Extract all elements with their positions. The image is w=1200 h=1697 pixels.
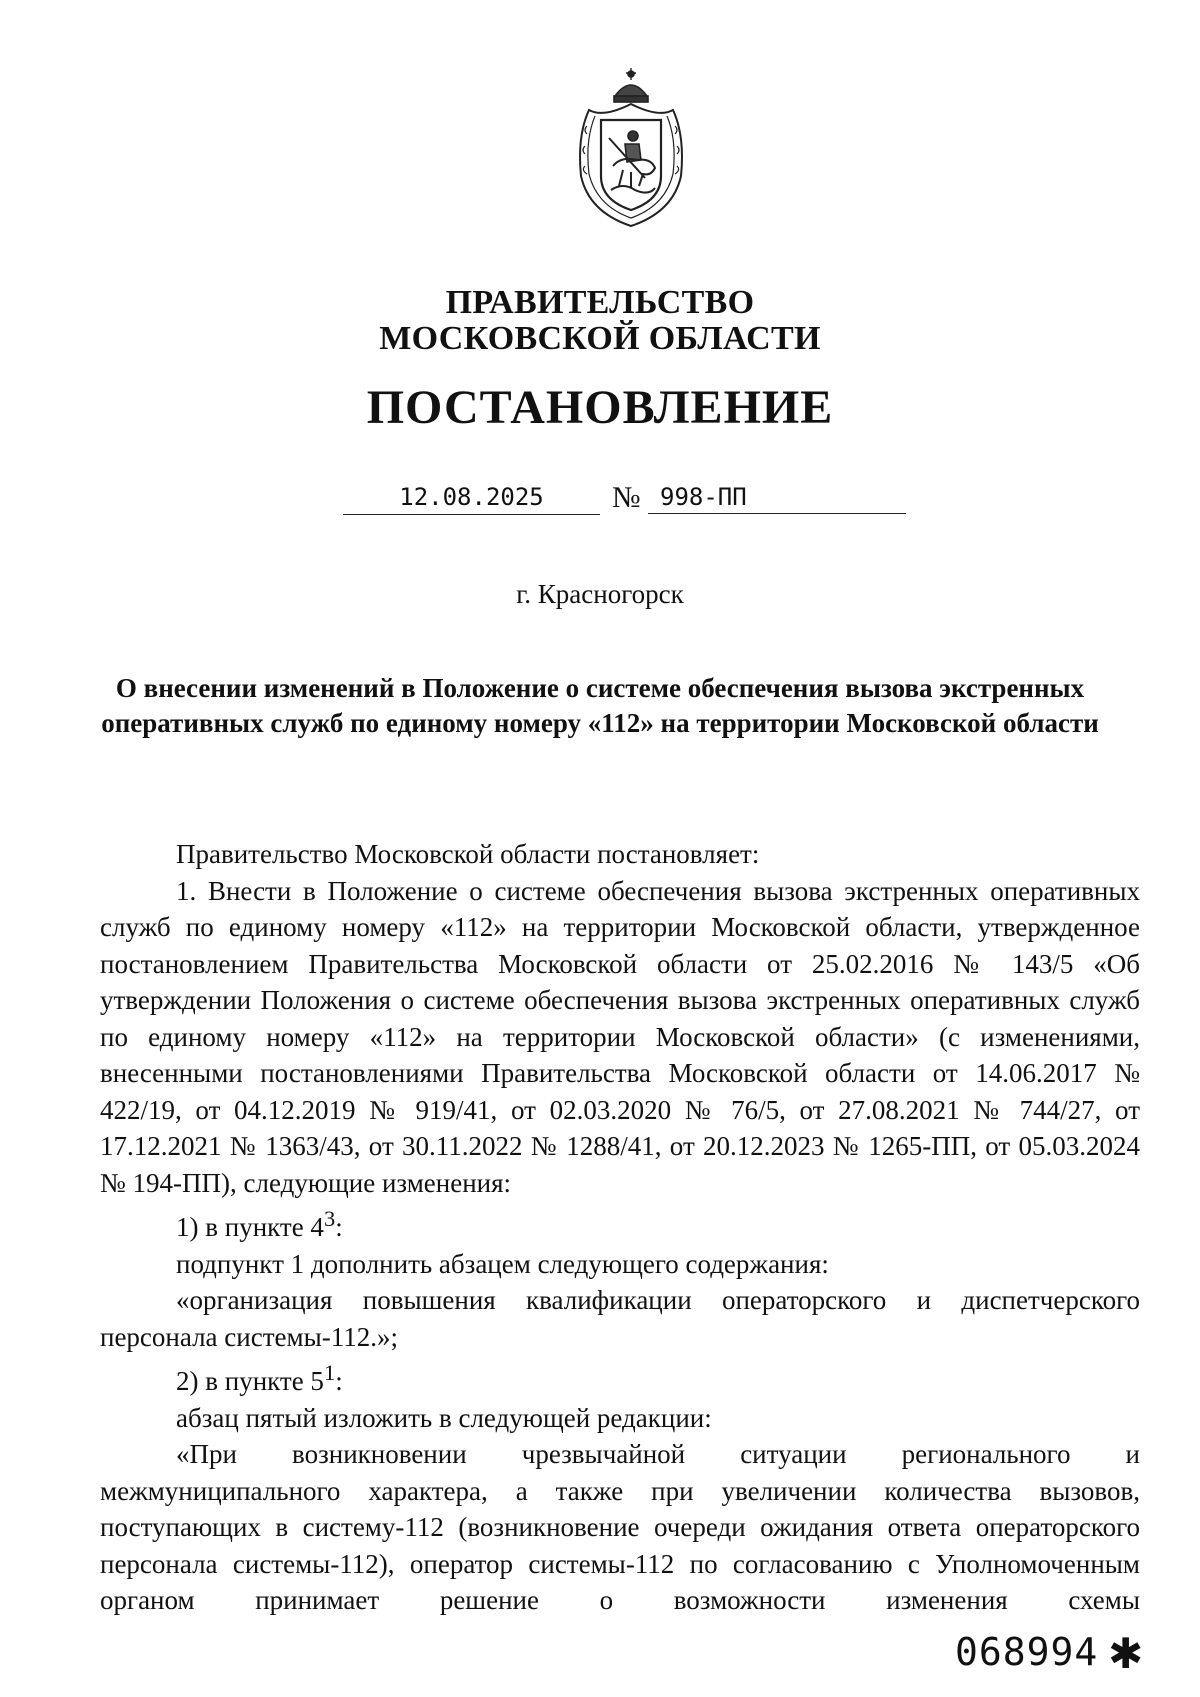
body-paragraph: 1. Внести в Положение о системе обеспечения вызова экстренных оперативных служб по единому номеру «112» на территории Московской области, утвержденное постановлением Правительства Московской области от 25.02.2016 № 143/5 «Об утверждении Положения о системе обеспечения вызова экстренных оперативных служб по единому номеру «112» на территории Московской области» (с изменениями, внесенными постановлениями Правительства Московской области от 14.06.2017 № 422/19, от 04.12.2019 № 919/41, от 02.03.2020 № 76/5, от 27.08.2021 № 744/27, от 17.12.2021 № 1363/43, от 30.11.2022 № 1288/41, от 20.12.2023 № 1265-ПП, от 05.03.2024 № 194-ПП), следующие изменения: — [100, 875, 1140, 1198]
moscow-oblast-coat-of-arms-icon — [569, 66, 693, 230]
body-paragraph — [100, 1355, 1140, 1400]
decree-body — [100, 836, 1140, 1619]
body-paragraph-text: 1) в пункте 4 — [176, 1212, 324, 1242]
decree-title: ПОСТАНОВЛЕНИЕ — [366, 381, 834, 434]
superscript: 1 — [323, 1360, 336, 1385]
city-name: г. Красногорск — [516, 579, 684, 609]
body-paragraph: подпункт 1 дополнить абзацем следующего содержания: — [176, 1248, 829, 1279]
registration-line — [0, 482, 1200, 522]
body-paragraph-tail: : — [335, 1366, 343, 1396]
decree-number: 998-ПП — [648, 482, 906, 514]
body-paragraph-text: 2) в пункте 5 — [176, 1366, 324, 1396]
body-paragraph: Правительство Московской области постановляет: — [176, 839, 760, 869]
document-serial-number: 068994 — [955, 1630, 1099, 1674]
number-sign: № — [612, 481, 641, 514]
asterisk-icon: ✱ — [1108, 1629, 1144, 1678]
government-name-line2: МОСКОВСКОЙ ОБЛАСТИ — [379, 320, 821, 357]
superscript: 3 — [323, 1206, 336, 1231]
government-name-line1: ПРАВИТЕЛЬСТВО — [445, 284, 755, 321]
body-paragraph-tail: : — [335, 1212, 343, 1242]
body-paragraph: «организация повышения квалификации операторского и диспетчерского персонала системы-112.»; — [100, 1285, 1140, 1352]
decree-subject: О внесении изменений в Положение о системе обеспечения вызова экстренных оперативных служб по единому номеру «112» на территории Московской области — [101, 673, 1099, 738]
body-paragraph — [100, 1201, 1140, 1246]
body-paragraph: абзац пятый изложить в следующей редакции: — [176, 1402, 712, 1433]
decree-date: 12.08.2025 — [343, 482, 600, 515]
body-paragraph: «При возникновении чрезвычайной ситуации регионального и межмуниципального характера, а также при увеличении количества вызовов, поступающих в систему-112 (возникновение очереди ожидания ответа операторского персонала системы-112), оператор системы-112 по согласованию с Уполномоченным органом принимает решение о возможности изменения схемы — [100, 1439, 1140, 1615]
